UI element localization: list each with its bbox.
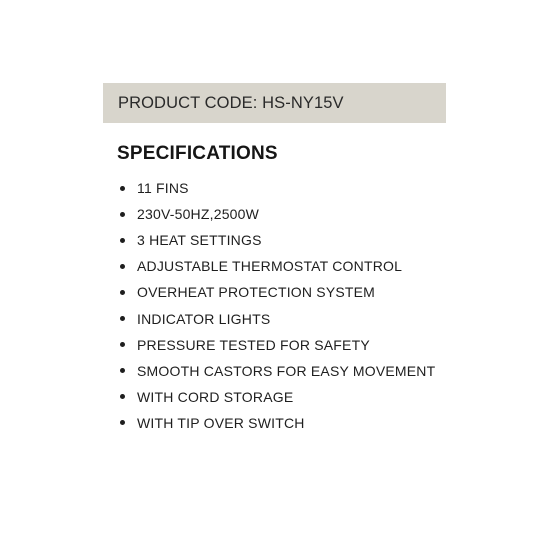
spec-item-pressure-tested <box>120 332 435 358</box>
bullet-icon <box>120 368 125 373</box>
spec-item-text: WITH CORD STORAGE <box>137 388 294 405</box>
bullet-icon <box>120 238 125 243</box>
bullet-icon <box>120 394 125 399</box>
spec-item-thermostat <box>120 253 435 279</box>
spec-item-text: WITH TIP OVER SWITCH <box>137 414 305 431</box>
spec-item-castors <box>120 358 435 384</box>
spec-item-text: SMOOTH CASTORS FOR EASY MOVEMENT <box>137 362 436 379</box>
product-code-label: PRODUCT CODE: HS-NY15V <box>118 93 344 112</box>
specifications-heading: SPECIFICATIONS <box>117 143 278 164</box>
spec-item-text: 3 HEAT SETTINGS <box>137 232 262 249</box>
product-code-banner <box>103 83 446 123</box>
spec-item-text: 230V-50HZ,2500W <box>137 206 260 223</box>
bullet-icon <box>120 342 125 347</box>
spec-item-text: ADJUSTABLE THERMOSTAT CONTROL <box>137 258 403 275</box>
spec-item-fins <box>120 175 435 201</box>
spec-item-cord-storage <box>120 384 435 410</box>
bullet-icon <box>120 290 125 295</box>
bullet-icon <box>120 186 125 191</box>
spec-item-heat-settings <box>120 227 435 253</box>
bullet-icon <box>120 212 125 217</box>
spec-item-text: PRESSURE TESTED FOR SAFETY <box>137 336 370 353</box>
bullet-icon <box>120 316 125 321</box>
spec-item-text: INDICATOR LIGHTS <box>137 310 271 327</box>
specifications-list <box>120 175 435 436</box>
spec-item-overheat-protection <box>120 279 435 305</box>
spec-item-tip-over-switch <box>120 410 435 436</box>
bullet-icon <box>120 264 125 269</box>
spec-item-indicator-lights <box>120 305 435 331</box>
bullet-icon <box>120 420 125 425</box>
spec-item-text: OVERHEAT PROTECTION SYSTEM <box>137 284 376 301</box>
spec-item-power <box>120 201 435 227</box>
spec-item-text: 11 FINS <box>137 180 189 197</box>
